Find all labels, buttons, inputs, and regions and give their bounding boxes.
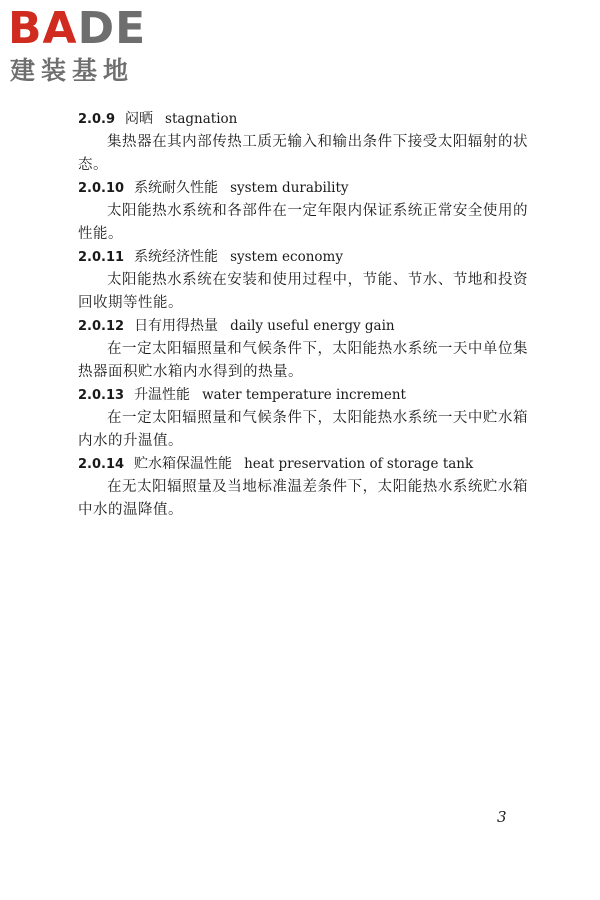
term-number: 2.0.14	[78, 457, 125, 472]
term-chinese: 闷晒	[125, 111, 154, 127]
term-heading	[78, 108, 528, 131]
page-number: 3	[497, 808, 507, 826]
term-heading	[78, 315, 528, 338]
logo	[8, 4, 178, 90]
document-body	[78, 108, 528, 522]
term-chinese: 贮水箱保温性能	[134, 456, 233, 472]
term-number: 2.0.13	[78, 388, 125, 403]
term-english: stagnation	[165, 111, 238, 127]
term-english: system durability	[230, 180, 349, 196]
term-heading	[78, 453, 528, 476]
term-heading	[78, 246, 528, 269]
term-entry	[78, 384, 528, 453]
term-definition: 在无太阳辐照量及当地标准温差条件下，太阳能热水系统贮水箱中水的温降值。	[78, 479, 528, 518]
term-heading	[78, 384, 528, 407]
term-entry	[78, 453, 528, 522]
logo-subtitle: 建装基地	[10, 56, 135, 85]
term-english: daily useful energy gain	[230, 318, 395, 334]
term-chinese: 日有用得热量	[134, 318, 219, 334]
term-english: heat preservation of storage tank	[244, 456, 474, 472]
logo-wordmark-rest: DE	[77, 3, 147, 54]
term-definition: 集热器在其内部传热工质无输入和输出条件下接受太阳辐射的状态。	[78, 134, 528, 173]
term-number: 2.0.12	[78, 319, 125, 334]
term-entry	[78, 315, 528, 384]
term-number: 2.0.9	[78, 112, 116, 127]
term-entry	[78, 108, 528, 177]
term-english: system economy	[230, 249, 343, 265]
term-entry	[78, 246, 528, 315]
term-number: 2.0.10	[78, 181, 125, 196]
term-definition: 太阳能热水系统和各部件在一定年限内保证系统正常安全使用的性能。	[78, 203, 528, 242]
term-chinese: 系统经济性能	[134, 249, 219, 265]
logo-wordmark	[8, 4, 146, 54]
term-chinese: 升温性能	[134, 387, 191, 403]
term-definition: 在一定太阳辐照量和气候条件下，太阳能热水系统一天中贮水箱内水的升温值。	[78, 410, 528, 449]
term-definition: 在一定太阳辐照量和气候条件下，太阳能热水系统一天中单位集热器面积贮水箱内水得到的热量。	[78, 341, 528, 380]
term-entry	[78, 177, 528, 246]
term-english: water temperature increment	[202, 387, 406, 403]
term-chinese: 系统耐久性能	[134, 180, 219, 196]
term-definition: 太阳能热水系统在安装和使用过程中，节能、节水、节地和投资回收期等性能。	[78, 272, 528, 311]
term-number: 2.0.11	[78, 250, 125, 265]
logo-wordmark-accent: BA	[8, 3, 78, 54]
term-heading	[78, 177, 528, 200]
